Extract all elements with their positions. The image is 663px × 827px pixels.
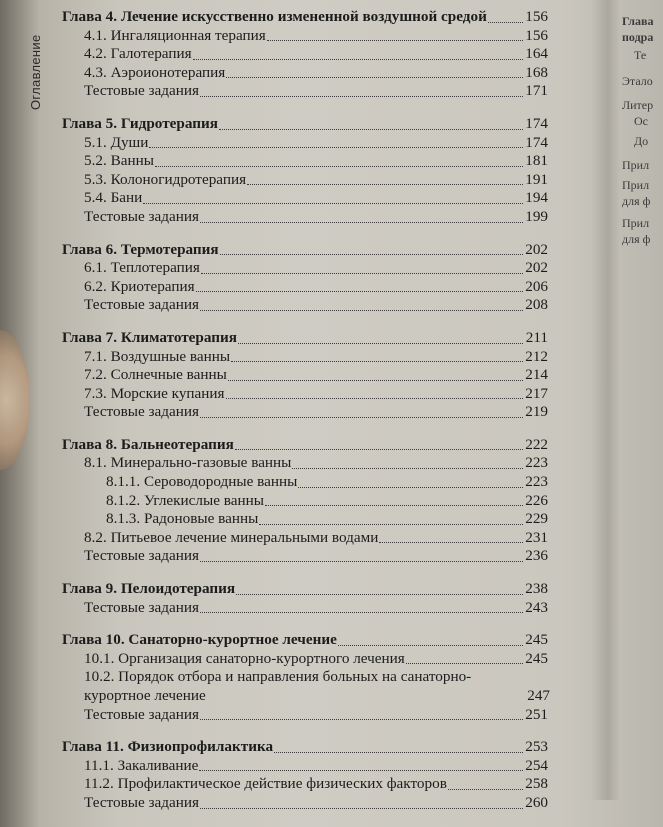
dot-leader — [238, 343, 523, 344]
toc-entry[interactable] — [62, 706, 548, 725]
dot-leader — [143, 203, 523, 204]
entry-title: 11.1. Закаливание — [84, 756, 199, 774]
page-number: 181 — [525, 152, 548, 170]
dot-leader — [200, 808, 523, 809]
entry-title: 7.1. Воздушные ванны — [84, 347, 231, 365]
toc-entry[interactable] — [62, 529, 548, 548]
entry-title: 4.1. Ингаляционная терапия — [84, 26, 266, 44]
toc-chapter-heading[interactable] — [62, 329, 548, 348]
entry-title: 5.1. Души — [84, 133, 149, 151]
dot-leader — [201, 273, 523, 274]
table-of-contents — [62, 8, 548, 827]
dot-leader — [259, 524, 523, 525]
dot-leader — [448, 789, 523, 790]
page-number: 258 — [525, 775, 548, 793]
toc-chapter-heading[interactable] — [62, 580, 548, 599]
toc-entry[interactable] — [62, 510, 548, 529]
dot-leader — [200, 417, 523, 418]
toc-entry[interactable] — [62, 547, 548, 566]
dot-leader — [379, 542, 523, 543]
page-number: 191 — [525, 170, 548, 188]
facing-page-text: Этало — [622, 74, 653, 88]
entry-title: 8.2. Питьевое лечение минеральными водами — [84, 528, 379, 546]
chapter-title: Глава 4. Лечение искусственно измененной воздушной средой — [62, 8, 487, 25]
entry-title: 5.3. Колоногидротерапия — [84, 170, 247, 188]
entry-title: 8.1.3. Радоновые ванны — [106, 510, 259, 528]
chapter-title: Глава 11. Физиопрофилактика — [62, 738, 274, 756]
toc-chapter-heading[interactable] — [62, 8, 548, 27]
dot-leader — [219, 129, 523, 130]
toc-chapter — [62, 8, 548, 101]
dot-leader — [193, 59, 523, 60]
page-number: 223 — [525, 473, 548, 491]
toc-chapter — [62, 115, 548, 227]
dot-leader — [247, 184, 523, 185]
dot-leader — [220, 254, 523, 255]
toc-chapter-heading[interactable] — [62, 241, 548, 260]
dot-leader — [200, 612, 523, 613]
dot-leader — [488, 22, 523, 23]
toc-chapter — [62, 241, 548, 315]
page-number: 202 — [525, 240, 548, 258]
toc-entry[interactable] — [62, 366, 548, 385]
entry-title: 7.2. Солнечные ванны — [84, 366, 227, 384]
page-number: 231 — [525, 528, 548, 546]
page-number: 260 — [525, 793, 548, 811]
page-number: 206 — [525, 277, 548, 295]
toc-entry[interactable] — [62, 599, 548, 618]
facing-page-text: Ос — [634, 114, 648, 128]
toc-entry[interactable] — [62, 296, 548, 315]
page-number: 253 — [525, 738, 548, 756]
dot-leader — [231, 361, 523, 362]
toc-chapter-heading[interactable] — [62, 631, 548, 650]
page-number: 222 — [525, 435, 548, 453]
page-number: 174 — [525, 114, 548, 132]
toc-chapter-heading[interactable] — [62, 115, 548, 134]
dot-leader — [155, 166, 523, 167]
toc-entry[interactable] — [62, 278, 548, 297]
facing-page-text: Те — [634, 48, 647, 62]
dot-leader — [274, 752, 523, 753]
entry-title: Тестовые задания — [84, 403, 199, 421]
toc-entry[interactable] — [62, 492, 548, 511]
entry-title: 10.1. Организация санаторно-курортного лечения — [84, 649, 405, 667]
page-number: 229 — [525, 510, 548, 528]
dot-leader — [196, 291, 523, 292]
toc-entry[interactable] — [62, 259, 548, 278]
entry-title: 4.3. Аэроионотерапия — [84, 63, 226, 81]
toc-entry[interactable] — [62, 208, 548, 227]
dot-leader — [228, 380, 523, 381]
dot-leader — [226, 77, 523, 78]
dot-leader — [149, 147, 523, 148]
page-number: 245 — [525, 631, 548, 649]
toc-entry[interactable] — [62, 757, 548, 776]
chapter-title: Глава 5. Гидротерапия — [62, 114, 218, 132]
page-number: 217 — [525, 384, 548, 402]
dot-leader — [236, 594, 523, 595]
dot-leader — [298, 487, 523, 488]
chapter-title: Глава 9. Пелоидотерапия — [62, 580, 236, 598]
toc-entry[interactable] — [62, 668, 548, 705]
chapter-title: Глава 7. Климатотерапия — [62, 328, 237, 346]
toc-chapter — [62, 436, 548, 566]
page-number: 208 — [525, 296, 548, 314]
toc-chapter — [62, 580, 548, 617]
page-number: 202 — [525, 259, 548, 277]
toc-entry[interactable] — [62, 473, 548, 492]
page-number: 251 — [525, 705, 548, 723]
toc-entry[interactable] — [62, 45, 548, 64]
page-number: 212 — [525, 347, 548, 365]
page-number: 214 — [525, 366, 548, 384]
entry-title: 7.3. Морские купания — [84, 384, 225, 402]
page-number: 211 — [525, 328, 548, 346]
page-number: 168 — [525, 63, 548, 81]
entry-title: 10.2. Порядок отбора и направления больных на санаторно-курортное лечение — [84, 668, 472, 704]
toc-chapter-heading[interactable] — [62, 738, 548, 757]
toc-entry[interactable] — [62, 64, 548, 83]
page-number: 219 — [525, 403, 548, 421]
toc-entry[interactable] — [62, 189, 548, 208]
toc-entry[interactable] — [62, 348, 548, 367]
dot-leader — [235, 449, 523, 450]
toc-chapter — [62, 329, 548, 422]
entry-title: Тестовые задания — [84, 705, 199, 723]
dot-leader — [199, 770, 523, 771]
toc-chapter-heading[interactable] — [62, 436, 548, 455]
entry-title: 5.2. Ванны — [84, 152, 154, 170]
page-number: 156 — [525, 26, 548, 44]
dot-leader — [406, 663, 523, 664]
dot-leader — [226, 398, 523, 399]
dot-leader — [200, 310, 523, 311]
toc-entry[interactable] — [62, 794, 548, 813]
thumb-shadow — [0, 330, 30, 470]
dot-leader — [200, 561, 523, 562]
page-number: 199 — [525, 207, 548, 225]
toc-entry[interactable] — [62, 775, 548, 794]
toc-entry[interactable] — [62, 385, 548, 404]
entry-title: Тестовые задания — [84, 598, 199, 616]
page-number: 164 — [525, 45, 548, 63]
dot-leader — [267, 40, 523, 41]
page-number: 226 — [525, 491, 548, 509]
facing-page-text: для ф — [622, 194, 651, 208]
facing-page-fragment — [620, 0, 663, 800]
toc-chapter — [62, 738, 548, 812]
dot-leader — [338, 645, 523, 646]
toc-entry[interactable] — [62, 27, 548, 46]
toc-entry[interactable] — [62, 152, 548, 171]
facing-page-text: Прил — [622, 178, 650, 192]
page-number: 254 — [525, 756, 548, 774]
dot-leader — [292, 468, 523, 469]
entry-title: Тестовые задания — [84, 296, 199, 314]
toc-entry[interactable] — [62, 403, 548, 422]
page-number: 156 — [525, 8, 548, 25]
page-number: 174 — [525, 133, 548, 151]
page-number: 247 — [527, 687, 550, 704]
page-number: 171 — [525, 82, 548, 100]
dot-leader — [200, 719, 523, 720]
facing-page-text: для ф — [622, 232, 651, 246]
entry-title: 11.2. Профилактическое действие физических факторов — [84, 775, 447, 793]
dot-leader — [265, 505, 523, 506]
facing-page-text: Прил — [622, 216, 650, 230]
toc-entry[interactable] — [62, 134, 548, 153]
facing-page-text: Глава — [622, 14, 654, 28]
page-number: 223 — [525, 454, 548, 472]
facing-page-text: подра — [622, 30, 654, 44]
dot-leader — [200, 96, 523, 97]
toc-entry[interactable] — [62, 650, 548, 669]
chapter-title: Глава 10. Санаторно-курортное лечение — [62, 631, 337, 649]
running-head — [28, 10, 44, 120]
entry-title: 8.1.1. Сероводородные ванны — [106, 473, 298, 491]
entry-title: 8.1. Минерально-газовые ванны — [84, 454, 292, 472]
toc-entry[interactable] — [62, 454, 548, 473]
entry-title: 5.4. Бани — [84, 189, 143, 207]
chapter-title: Глава 6. Термотерапия — [62, 240, 219, 258]
facing-page-text: Прил — [622, 158, 650, 172]
entry-title: 6.1. Теплотерапия — [84, 259, 200, 277]
toc-entry[interactable] — [62, 171, 548, 190]
entry-title: 8.1.2. Углекислые ванны — [106, 491, 264, 509]
page-number: 236 — [525, 547, 548, 565]
entry-title: Тестовые задания — [84, 82, 199, 100]
dot-leader — [200, 222, 523, 223]
facing-page-text: Литер — [622, 98, 654, 112]
page-number: 238 — [525, 580, 548, 598]
entry-title: Тестовые задания — [84, 547, 199, 565]
entry-title: 6.2. Криотерапия — [84, 277, 195, 295]
page-number: 194 — [525, 189, 548, 207]
book-gutter — [590, 0, 620, 800]
entry-title: 4.2. Галотерапия — [84, 45, 192, 63]
page-number: 245 — [525, 649, 548, 667]
chapter-title: Глава 8. Бальнеотерапия — [62, 435, 234, 453]
entry-title: Тестовые задания — [84, 793, 199, 811]
facing-page-text: До — [634, 134, 649, 148]
page-number: 243 — [525, 598, 548, 616]
running-head-text: Оглавление — [28, 34, 43, 110]
toc-chapter — [62, 631, 548, 724]
toc-entry[interactable] — [62, 82, 548, 101]
entry-title: Тестовые задания — [84, 207, 199, 225]
